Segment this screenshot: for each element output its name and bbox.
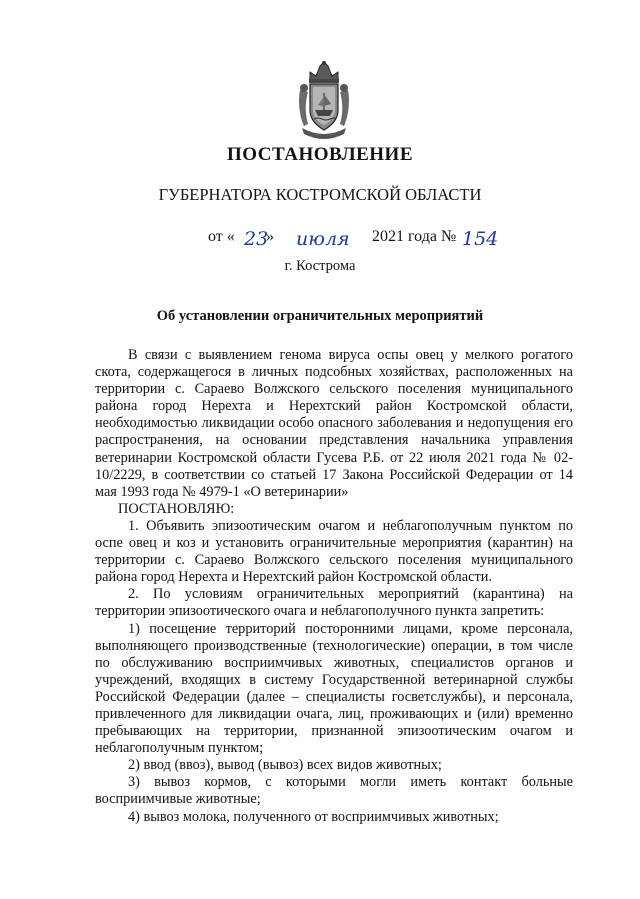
issuer-subtitle: ГУБЕРНАТОРА КОСТРОМСКОЙ ОБЛАСТИ [158, 185, 482, 204]
paragraph: 1. Объявить эпизоотическим очагом и неблагополучным пунктом по оспе овец и коз и установить ограничительные мероприятия (карантин) на территории с. Сараево Волжского сельского поселения муниципального района город Нерехта и Нерехтский район Костромской области. [95, 517, 573, 586]
handwritten-day: 23 [244, 228, 269, 250]
handwritten-number: 154 [462, 228, 499, 250]
date-mid: » [266, 228, 274, 245]
document-body [95, 347, 573, 826]
paragraph: 3) вывоз кормов, с которыми могли иметь контакт больные восприимчивые животные; [95, 774, 573, 808]
paragraph: 2) ввод (ввоз), вывод (вывоз) всех видов животных; [128, 757, 442, 774]
document-title: ПОСТАНОВЛЕНИЕ [226, 144, 414, 165]
paragraph: В связи с выявлением генома вируса оспы овец у мелкого рогатого скота, содержащегося в личных подсобных хозяйствах, расположенных на территории с. Сараево Волжского сельского поселения муниципального района город Нерехта и Нерехтский район Костромской области, необходимостью ликвидации особо опасного заболевания и недопущения его распространения, на основании представления начальника управления ветеринарии Костромской области Гусева Р.Б. от 22 июля 2021 года № 02-10/2229, в соответствии со статьей 17 Закона Российской Федерации от 14 мая 1993 года № 4979-1 «О ветеринарии» [95, 347, 573, 500]
year-number-label: 2021 года № [372, 228, 457, 245]
kostroma-coat-of-arms-icon [296, 60, 352, 140]
paragraph: 2. По условиям ограничительных мероприятий (карантина) на территории эпизоотического очага и неблагополучного пункта запретить: [95, 586, 573, 620]
date-prefix: от « [208, 228, 235, 245]
paragraph: ПОСТАНОВЛЯЮ: [118, 500, 235, 517]
resolution-heading: Об установлении ограничительных мероприятий [156, 308, 484, 324]
date-line [0, 222, 640, 252]
handwritten-month: июля [296, 228, 350, 250]
paragraph: 1) посещение территорий посторонними лицами, кроме персонала, выполняющего производственные (технологические) операции, в том числе по обслуживанию восприимчивых животных, специалистов органов и учреждений, входящих в систему Государственной ветеринарной службы Российской Федерации (далее – специалисты госветслужбы), и персонала, привлеченного для ликвидации очага, лиц, проживающих и (или) временно пребывающих на территории, признанной эпизоотическим очагом и неблагополучным пунктом; [95, 620, 573, 757]
city-line: г. Кострома [284, 258, 356, 274]
paragraph: 4) вывоз молока, полученного от восприимчивых животных; [128, 808, 499, 825]
